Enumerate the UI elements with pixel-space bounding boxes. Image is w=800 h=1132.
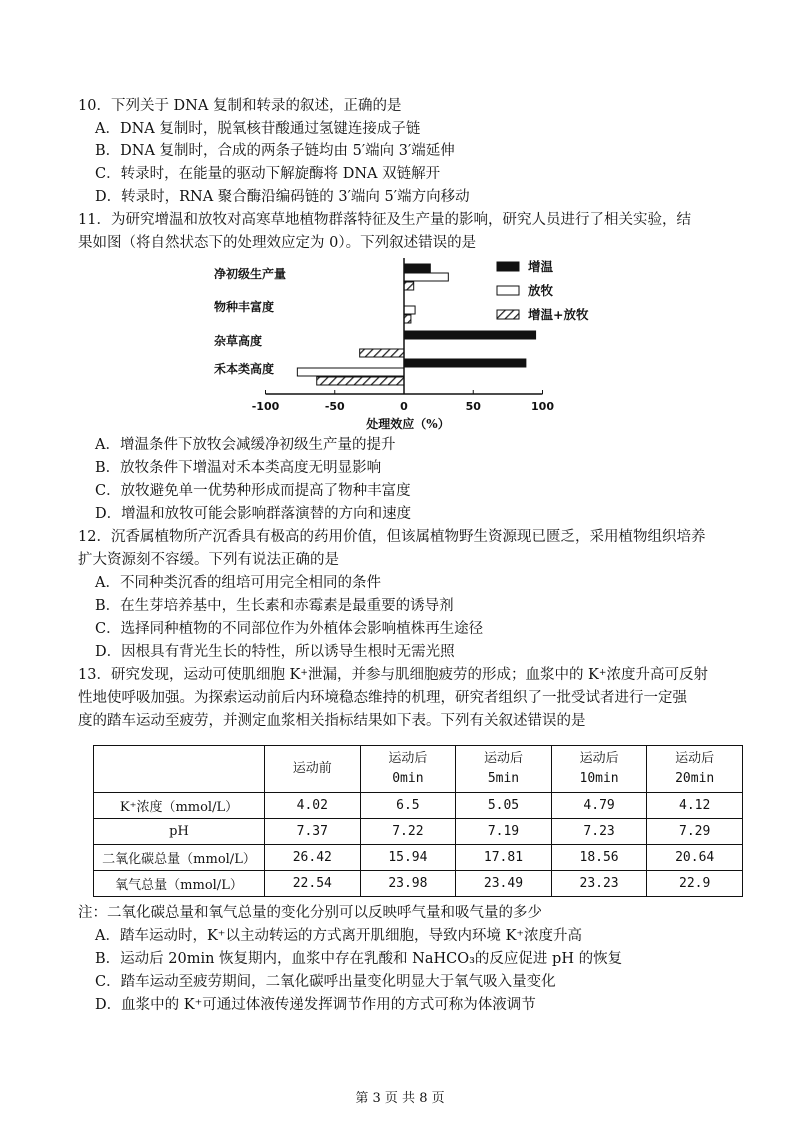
- plasma-indicator-table: [93, 745, 743, 897]
- table-cell: 5.05: [456, 793, 552, 819]
- table-cell: 26.42: [265, 845, 361, 871]
- q10-stem: 10．下列关于 DNA 复制和转录的叙述，正确的是: [78, 98, 402, 114]
- legend-swatch-solid: [497, 262, 519, 271]
- q12-option-b: B．在生芽培养基中，生长素和赤霉素是最重要的诱导剂: [95, 598, 454, 614]
- table-cell: 7.19: [456, 819, 552, 845]
- q10-option-b: B．DNA 复制时，合成的两条子链均由 5′端向 3′端延伸: [95, 143, 455, 159]
- header-line1: 运动前: [292, 761, 332, 776]
- q13-option-a: A．踏车运动时，K⁺以主动转运的方式离开肌细胞，导致内环境 K⁺浓度升高: [95, 928, 583, 944]
- legend-swatch-hatched: [497, 310, 519, 319]
- header-line2: 20min: [675, 771, 715, 786]
- row-label: 二氧化碳总量（mmol/L）: [94, 845, 265, 871]
- bar-hollow: [297, 368, 404, 376]
- table-row: [94, 871, 743, 897]
- q11-stem-line1: 11．为研究增温和放牧对高寒草地植物群落特征及生产量的影响，研究人员进行了相关实验，结: [78, 212, 691, 228]
- q12-stem-line2: 扩大资源刻不容缓。下列有说法正确的是: [78, 552, 339, 568]
- header-line1: 运动后: [579, 751, 619, 766]
- q12-option-a: A．不同种类沉香的组培可用完全相同的条件: [95, 575, 381, 591]
- category-label: 禾本类高度: [214, 362, 275, 376]
- x-tick-label: -100: [251, 400, 280, 413]
- bar-hatched: [360, 349, 404, 357]
- table-cell: 4.02: [265, 793, 361, 819]
- table-cell: 22.9: [647, 871, 743, 897]
- row-label: K⁺浓度（mmol/L）: [94, 793, 265, 819]
- table-row: [94, 845, 743, 871]
- table-cell: 7.23: [551, 819, 647, 845]
- table-cell: 20.64: [647, 845, 743, 871]
- table-cell: 23.98: [360, 871, 456, 897]
- table-header-cell: [265, 746, 361, 793]
- potassium-plus-sign: +: [300, 668, 308, 678]
- q11-option-d: D．增温和放牧可能会影响群落演替的方向和速度: [95, 506, 412, 522]
- bar-hatched: [317, 377, 404, 385]
- q13-stem-line1: [78, 664, 708, 686]
- header-line2: 10min: [579, 771, 619, 786]
- q13-option-b: B．运动后 20min 恢复期内，血浆中存在乳酸和 NaHCO₃的反应促进 pH 的恢复: [95, 951, 623, 967]
- q13-option-c: C．踏车运动至疲劳期间，二氧化碳呼出量变化明显大于氧气吸入量变化: [95, 974, 556, 990]
- table-header-cell: [647, 746, 743, 793]
- page-number-footer: 第 3 页 共 8 页: [355, 1091, 445, 1106]
- table-cell: 23.49: [456, 871, 552, 897]
- table-header-row: [94, 746, 743, 793]
- table-corner-cell: [94, 746, 265, 793]
- x-tick-label: -50: [324, 400, 345, 413]
- category-label: 净初级生产量: [214, 267, 287, 281]
- header-line1: 运动后: [388, 751, 428, 766]
- legend-swatch-hollow: [497, 286, 519, 295]
- q11-option-c: C．放牧避免单一优势种形成而提高了物种丰富度: [95, 483, 411, 499]
- table-cell: 4.12: [647, 793, 743, 819]
- table-header-cell: [456, 746, 552, 793]
- q12-option-c: C．选择同种植物的不同部位作为外植体会影响植株再生途径: [95, 621, 484, 637]
- table-cell: 23.23: [551, 871, 647, 897]
- table-row: [94, 819, 743, 845]
- header-line1: 运动后: [483, 751, 523, 766]
- bar-solid: [404, 331, 536, 339]
- table-cell: 7.29: [647, 819, 743, 845]
- table-cell: 6.5: [360, 793, 456, 819]
- q13-table-note: 注：二氧化碳总量和氧气总量的变化分别可以反映呼气量和吸气量的多少: [78, 905, 542, 921]
- header-line2: 5min: [487, 771, 520, 786]
- bar-hollow: [404, 273, 448, 281]
- q12-option-d: D．因根具有背光生长的特性，所以诱导生根时无需光照: [95, 644, 455, 660]
- row-label: pH: [94, 819, 265, 845]
- table-cell: 22.54: [265, 871, 361, 897]
- table-cell: 4.79: [551, 793, 647, 819]
- table-row: [94, 793, 743, 819]
- x-tick-label: 100: [531, 400, 554, 413]
- legend-label: 增温: [528, 259, 554, 274]
- q12-stem-line1: 12．沉香属植物所产沉香具有极高的药用价值，但该属植物野生资源现已匮乏，采用植物组织培养: [78, 529, 706, 545]
- x-tick-label: 50: [465, 400, 481, 413]
- q10-option-a: A．DNA 复制时，脱氧核苷酸通过氢键连接成子链: [95, 121, 421, 137]
- bar-hatched: [404, 282, 414, 290]
- treatment-effect-chart: [0, 0, 800, 440]
- q11-option-b: B．放牧条件下增温对禾本类高度无明显影响: [95, 460, 382, 476]
- q11-option-a: A．增温条件下放牧会减缓净初级生产量的提升: [95, 437, 396, 453]
- q11-stem-line2: 果如图（将自然状态下的处理效应定为 0）。下列叙述错误的是: [78, 235, 477, 251]
- x-tick-label: 0: [400, 400, 408, 413]
- bar-hatched: [404, 315, 411, 323]
- q13-stem-part1: 13．研究发现，运动可使肌细胞 K: [78, 667, 301, 683]
- q13-stem-part3: 浓度升高可反射: [606, 667, 708, 683]
- q13-option-d: D．血浆中的 K⁺可通过体液传递发挥调节作用的方式可称为体液调节: [95, 997, 536, 1013]
- category-label: 物种丰富度: [214, 300, 275, 314]
- potassium-plus-sign: +: [598, 668, 607, 678]
- table-header-cell: [360, 746, 456, 793]
- q13-stem-line2: 性地使呼吸加强。为探索运动前后内环境稳态维持的机理，研究者组织了一批受试者进行一定强: [78, 690, 687, 706]
- table-cell: 7.37: [265, 819, 361, 845]
- table-header-cell: [551, 746, 647, 793]
- header-line1: 运动后: [675, 751, 715, 766]
- q10-option-c: C．转录时，在能量的驱动下解旋酶将 DNA 双链解开: [95, 166, 441, 182]
- q13-stem-part2: 泄漏，并参与肌细胞疲劳的形成；血浆中的 K: [307, 667, 599, 683]
- header-line2: 0min: [392, 771, 424, 786]
- row-label: 氧气总量（mmol/L）: [94, 871, 265, 897]
- legend-label: 放牧: [528, 283, 554, 298]
- bar-solid: [404, 359, 526, 367]
- legend-label: 增温+放牧: [528, 307, 589, 322]
- table-cell: 15.94: [360, 845, 456, 871]
- q10-option-d: D．转录时，RNA 聚合酶沿编码链的 3′端向 5′端方向移动: [95, 189, 470, 205]
- table-cell: 17.81: [456, 845, 552, 871]
- table-cell: 18.56: [551, 845, 647, 871]
- table-cell: 7.22: [360, 819, 456, 845]
- x-axis-title: 处理效应（%）: [366, 417, 450, 431]
- category-label: 杂草高度: [214, 334, 263, 348]
- bar-hollow: [404, 306, 415, 314]
- q13-stem-line3: 度的踏车运动至疲劳，并测定血浆相关指标结果如下表。下列有关叙述错误的是: [78, 713, 586, 729]
- bar-solid: [404, 264, 430, 272]
